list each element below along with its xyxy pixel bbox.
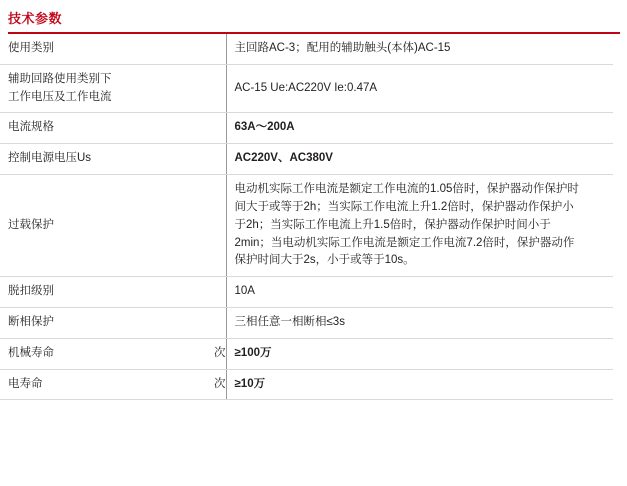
row-unit	[148, 175, 226, 277]
table-row	[0, 113, 613, 144]
row-label: 脱扣级别	[0, 277, 148, 308]
title-block	[0, 0, 627, 34]
row-label: 电流规格	[0, 113, 148, 144]
row-unit: 次	[148, 338, 226, 369]
overload-protection-text: 电动机实际工作电流是额定工作电流的1.05倍时，保护器动作保护时间大于或等于2h；当实际工作电流上升1.2倍时，保护器动作保护小于2h；当实际工作电流上升1.5倍时，保护器动作保护时间小于2min；当电动机实际工作电流是额定工作电流7.2倍时，保护器动作保护时间大于2s，小于或等于10s。	[234, 183, 579, 267]
row-label-line2: 工作电压及工作电流	[8, 90, 112, 103]
row-label: 机械寿命	[0, 338, 148, 369]
row-unit	[148, 113, 226, 144]
row-unit	[148, 34, 226, 64]
row-unit	[148, 64, 226, 113]
row-value: AC-15 Ue:AC220V Ie:0.47A	[226, 64, 613, 113]
row-unit	[148, 307, 226, 338]
table-row	[0, 175, 613, 277]
row-label: 电寿命	[0, 369, 148, 400]
row-value: 63A～200A	[226, 113, 613, 144]
row-label: 断相保护	[0, 307, 148, 338]
row-label: 控制电源电压Us	[0, 144, 148, 175]
table-row	[0, 369, 613, 400]
row-value: 主回路AC-3；配用的辅助触头(本体)AC-15	[226, 34, 613, 64]
row-value	[226, 175, 613, 277]
table-row	[0, 277, 613, 308]
row-value: ≥10万	[226, 369, 613, 400]
table-row	[0, 307, 613, 338]
row-unit	[148, 277, 226, 308]
row-value: 10A	[226, 277, 613, 308]
row-value: 三相任意一相断相≤3s	[226, 307, 613, 338]
row-label	[0, 64, 148, 113]
row-label-line1: 辅助回路使用类别下	[8, 72, 112, 85]
row-unit: 次	[148, 369, 226, 400]
table-row	[0, 64, 613, 113]
row-label: 过载保护	[0, 175, 148, 277]
table-row	[0, 144, 613, 175]
row-label: 使用类别	[0, 34, 148, 64]
table-row	[0, 338, 613, 369]
row-value: ≥100万	[226, 338, 613, 369]
page-title: 技术参数	[8, 11, 63, 26]
technical-parameters-table	[0, 34, 613, 400]
row-unit	[148, 144, 226, 175]
table-row	[0, 34, 613, 64]
row-value: AC220V、AC380V	[226, 144, 613, 175]
